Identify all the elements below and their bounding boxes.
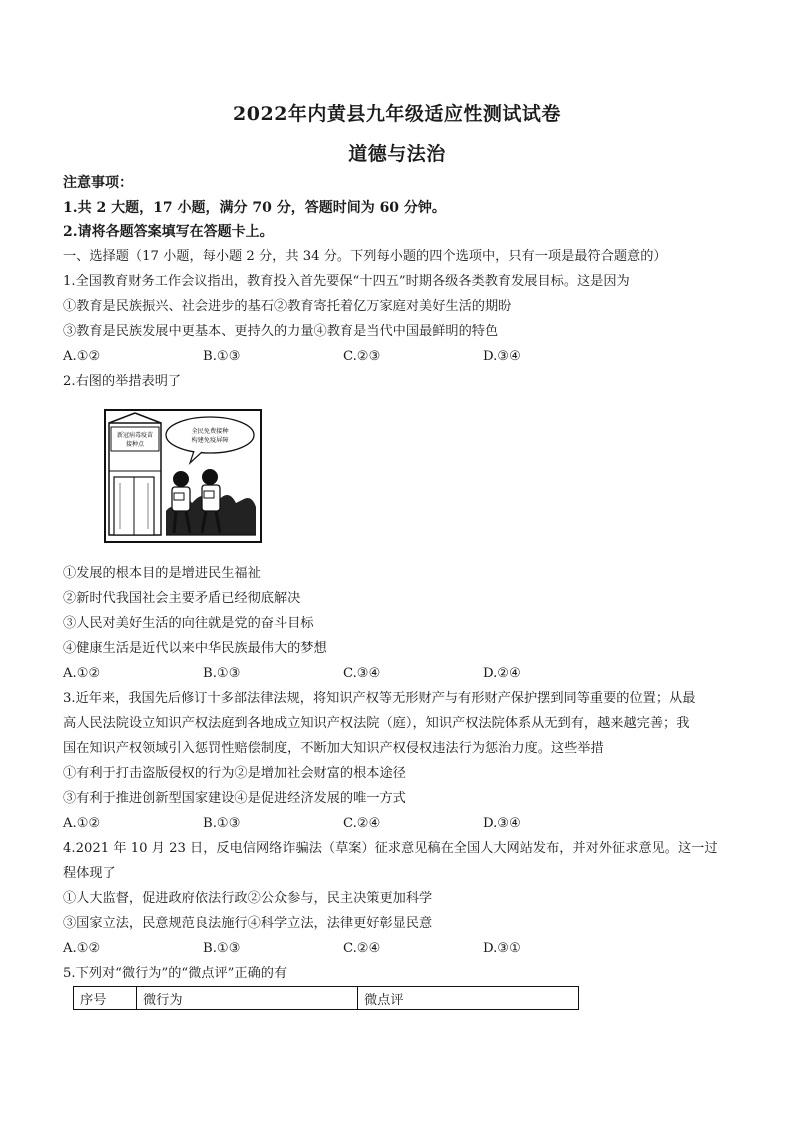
speech-bubble-line1: 全民免费接种 bbox=[191, 428, 229, 435]
q4-option-a: A.①② bbox=[63, 941, 101, 956]
q1-option-a: A.①② bbox=[63, 349, 101, 364]
q2-statement-3: ③人民对美好生活的向往就是党的奋斗目标 bbox=[63, 616, 314, 631]
q4-statement-1: ①人大监督，促进政府依法行政②公众参与，民主决策更加科学 bbox=[63, 891, 433, 906]
q2-option-d: D.②④ bbox=[483, 666, 521, 681]
q2-option-c: C.③④ bbox=[343, 666, 381, 681]
q2-statement-2: ②新时代我国社会主要矛盾已经彻底解决 bbox=[63, 591, 301, 606]
vaccination-cartoon bbox=[104, 409, 262, 543]
q5-header-number: 序号 bbox=[74, 987, 137, 1010]
q4-stem-line-2: 程体现了 bbox=[63, 866, 116, 881]
q5-stem: 5.下列对“微行为”的“微点评”正确的有 bbox=[63, 966, 288, 981]
q2-option-b: B.①③ bbox=[203, 666, 241, 681]
q3-option-d: D.③④ bbox=[483, 816, 521, 831]
q2-option-a: A.①② bbox=[63, 666, 101, 681]
q2-statement-4: ④健康生活是近代以来中华民族最伟大的梦想 bbox=[63, 641, 327, 656]
q5-table bbox=[73, 986, 579, 1010]
q1-statement-1: ①教育是民族振兴、社会进步的基石②教育寄托着亿万家庭对美好生活的期盼 bbox=[63, 299, 512, 314]
q5-header-comment: 微点评 bbox=[358, 987, 579, 1010]
section-heading: 一、选择题（17 小题，每小题 2 分，共 34 分。下列每小题的四个选项中，只有一项是最符合题意的） bbox=[63, 249, 667, 264]
q5-table-header-row bbox=[74, 987, 579, 1010]
q3-option-a: A.①② bbox=[63, 816, 101, 831]
q1-statement-2: ③教育是民族发展中更基本、更持久的力量④教育是当代中国最鲜明的特色 bbox=[63, 324, 499, 339]
q1-option-d: D.③④ bbox=[483, 349, 521, 364]
q3-stem-line-2: 高人民法院设立知识产权法庭到各地成立知识产权法院（庭），知识产权法院体系从无到有，越来越完善；我 bbox=[63, 716, 690, 731]
q4-option-d: D.③① bbox=[483, 941, 521, 956]
q4-option-c: C.②④ bbox=[343, 941, 381, 956]
q3-option-c: C.②④ bbox=[343, 816, 381, 831]
cartoon-illustration bbox=[106, 411, 260, 541]
exam-title: 2022年内黄县九年级适应性测试试卷 bbox=[233, 103, 561, 125]
subject-title: 道德与法治 bbox=[348, 143, 446, 165]
notice-item-1: 1.共 2 大题，17 小题，满分 70 分，答题时间为 60 分钟。 bbox=[63, 200, 446, 216]
q3-stem-line-3: 国在知识产权领域引入惩罚性赔偿制度，不断加大知识产权侵权违法行为惩治力度。这些举措 bbox=[63, 741, 604, 756]
q4-statement-2: ③国家立法，民意规范良法施行④科学立法，法律更好彰显民意 bbox=[63, 916, 433, 931]
speech-bubble-line2: 构建免疫屏障 bbox=[191, 437, 229, 444]
building-sign-line1: 新冠病毒疫苗 bbox=[116, 432, 154, 439]
q3-statement-1: ①有利于打击盗版侵权的行为②是增加社会财富的根本途径 bbox=[63, 766, 406, 781]
q4-stem-line-1: 4.2021 年 10 月 23 日，反电信网络诈骗法（草案）征求意见稿在全国人大网站发布，并对外征求意见。这一过 bbox=[63, 841, 718, 856]
q2-statement-1: ①发展的根本目的是增进民生福祉 bbox=[63, 566, 261, 581]
q1-stem: 1.全国教育财务工作会议指出，教育投入首先要保“十四五”时期各级各类教育发展目标。这是因为 bbox=[63, 274, 630, 289]
q1-option-b: B.①③ bbox=[203, 349, 241, 364]
q5-header-behavior: 微行为 bbox=[137, 987, 358, 1010]
q3-option-b: B.①③ bbox=[203, 816, 241, 831]
q3-statement-2: ③有利于推进创新型国家建设④是促进经济发展的唯一方式 bbox=[63, 791, 406, 806]
q1-option-c: C.②③ bbox=[343, 349, 381, 364]
building-sign-line2: 接种点 bbox=[125, 441, 145, 448]
q2-stem: 2.右图的举措表明了 bbox=[63, 374, 182, 389]
q4-option-b: B.①③ bbox=[203, 941, 241, 956]
notice-heading: 注意事项： bbox=[63, 175, 133, 191]
q3-stem-line-1: 3.近年来，我国先后修订十多部法律法规，将知识产权等无形财产与有形财产保护摆到同等重要的位置；从最 bbox=[63, 691, 696, 706]
notice-item-2: 2.请将各题答案填写在答题卡上。 bbox=[63, 224, 274, 240]
